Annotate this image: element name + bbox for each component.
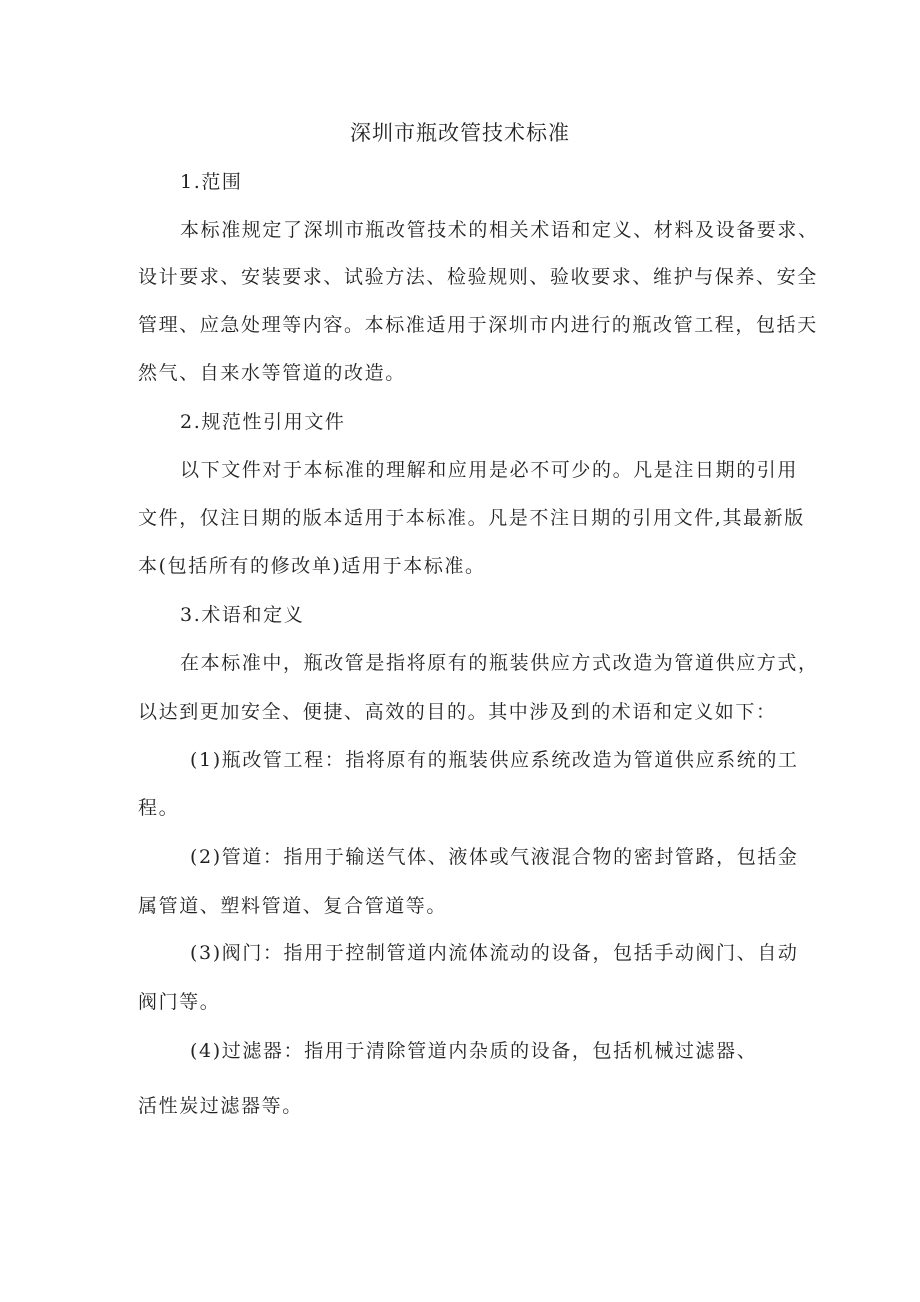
section-2-paragraph-line: 文件，仅注日期的版本适用于本标准。凡是不注日期的引用文件,其最新版 bbox=[138, 507, 805, 529]
section-3-paragraph-line: 在本标准中，瓶改管是指将原有的瓶装供应方式改造为管道供应方式， bbox=[180, 652, 819, 674]
section-1-paragraph-line: 本标准规定了深圳市瓶改管技术的相关术语和定义、材料及设备要求、 bbox=[180, 219, 819, 241]
section-3-paragraph-line: 以达到更加安全、便捷、高效的目的。其中涉及到的术语和定义如下： bbox=[138, 701, 777, 723]
section-1-paragraph-line: 管理、应急处理等内容。本标准适用于深圳市内进行的瓶改管工程，包括天 bbox=[138, 314, 818, 336]
term-item-1-line: (1)瓶改管工程：指将原有的瓶装供应系统改造为管道供应系统的工 bbox=[190, 749, 799, 771]
document-title: 深圳市瓶改管技术标准 bbox=[350, 121, 570, 145]
section-2-paragraph-line: 本(包括所有的修改单)适用于本标准。 bbox=[138, 555, 486, 577]
term-item-1-line: 程。 bbox=[138, 797, 180, 819]
section-1-paragraph-line: 然气、自来水等管道的改造。 bbox=[138, 362, 406, 384]
section-1-heading: 1.范围 bbox=[180, 171, 243, 193]
term-item-2-line: 属管道、塑料管道、复合管道等。 bbox=[138, 895, 448, 917]
section-3-heading: 3.术语和定义 bbox=[180, 604, 305, 626]
term-item-4-line: 活性炭过滤器等。 bbox=[138, 1095, 303, 1117]
term-item-4-line: (4)过滤器：指用于清除管道内杂质的设备，包括机械过滤器、 bbox=[190, 1040, 758, 1062]
term-item-2-line: (2)管道：指用于输送气体、液体或气液混合物的密封管路，包括金 bbox=[190, 846, 799, 868]
term-item-3-line: (3)阀门：指用于控制管道内流体流动的设备，包括手动阀门、自动 bbox=[190, 942, 799, 964]
term-item-3-line: 阀门等。 bbox=[138, 991, 221, 1013]
section-1-paragraph-line: 设计要求、安装要求、试验方法、检验规则、验收要求、维护与保养、安全 bbox=[138, 266, 818, 288]
section-2-paragraph-line: 以下文件对于本标准的理解和应用是必不可少的。凡是注日期的引用 bbox=[180, 459, 799, 481]
section-2-heading: 2.规范性引用文件 bbox=[180, 411, 346, 433]
